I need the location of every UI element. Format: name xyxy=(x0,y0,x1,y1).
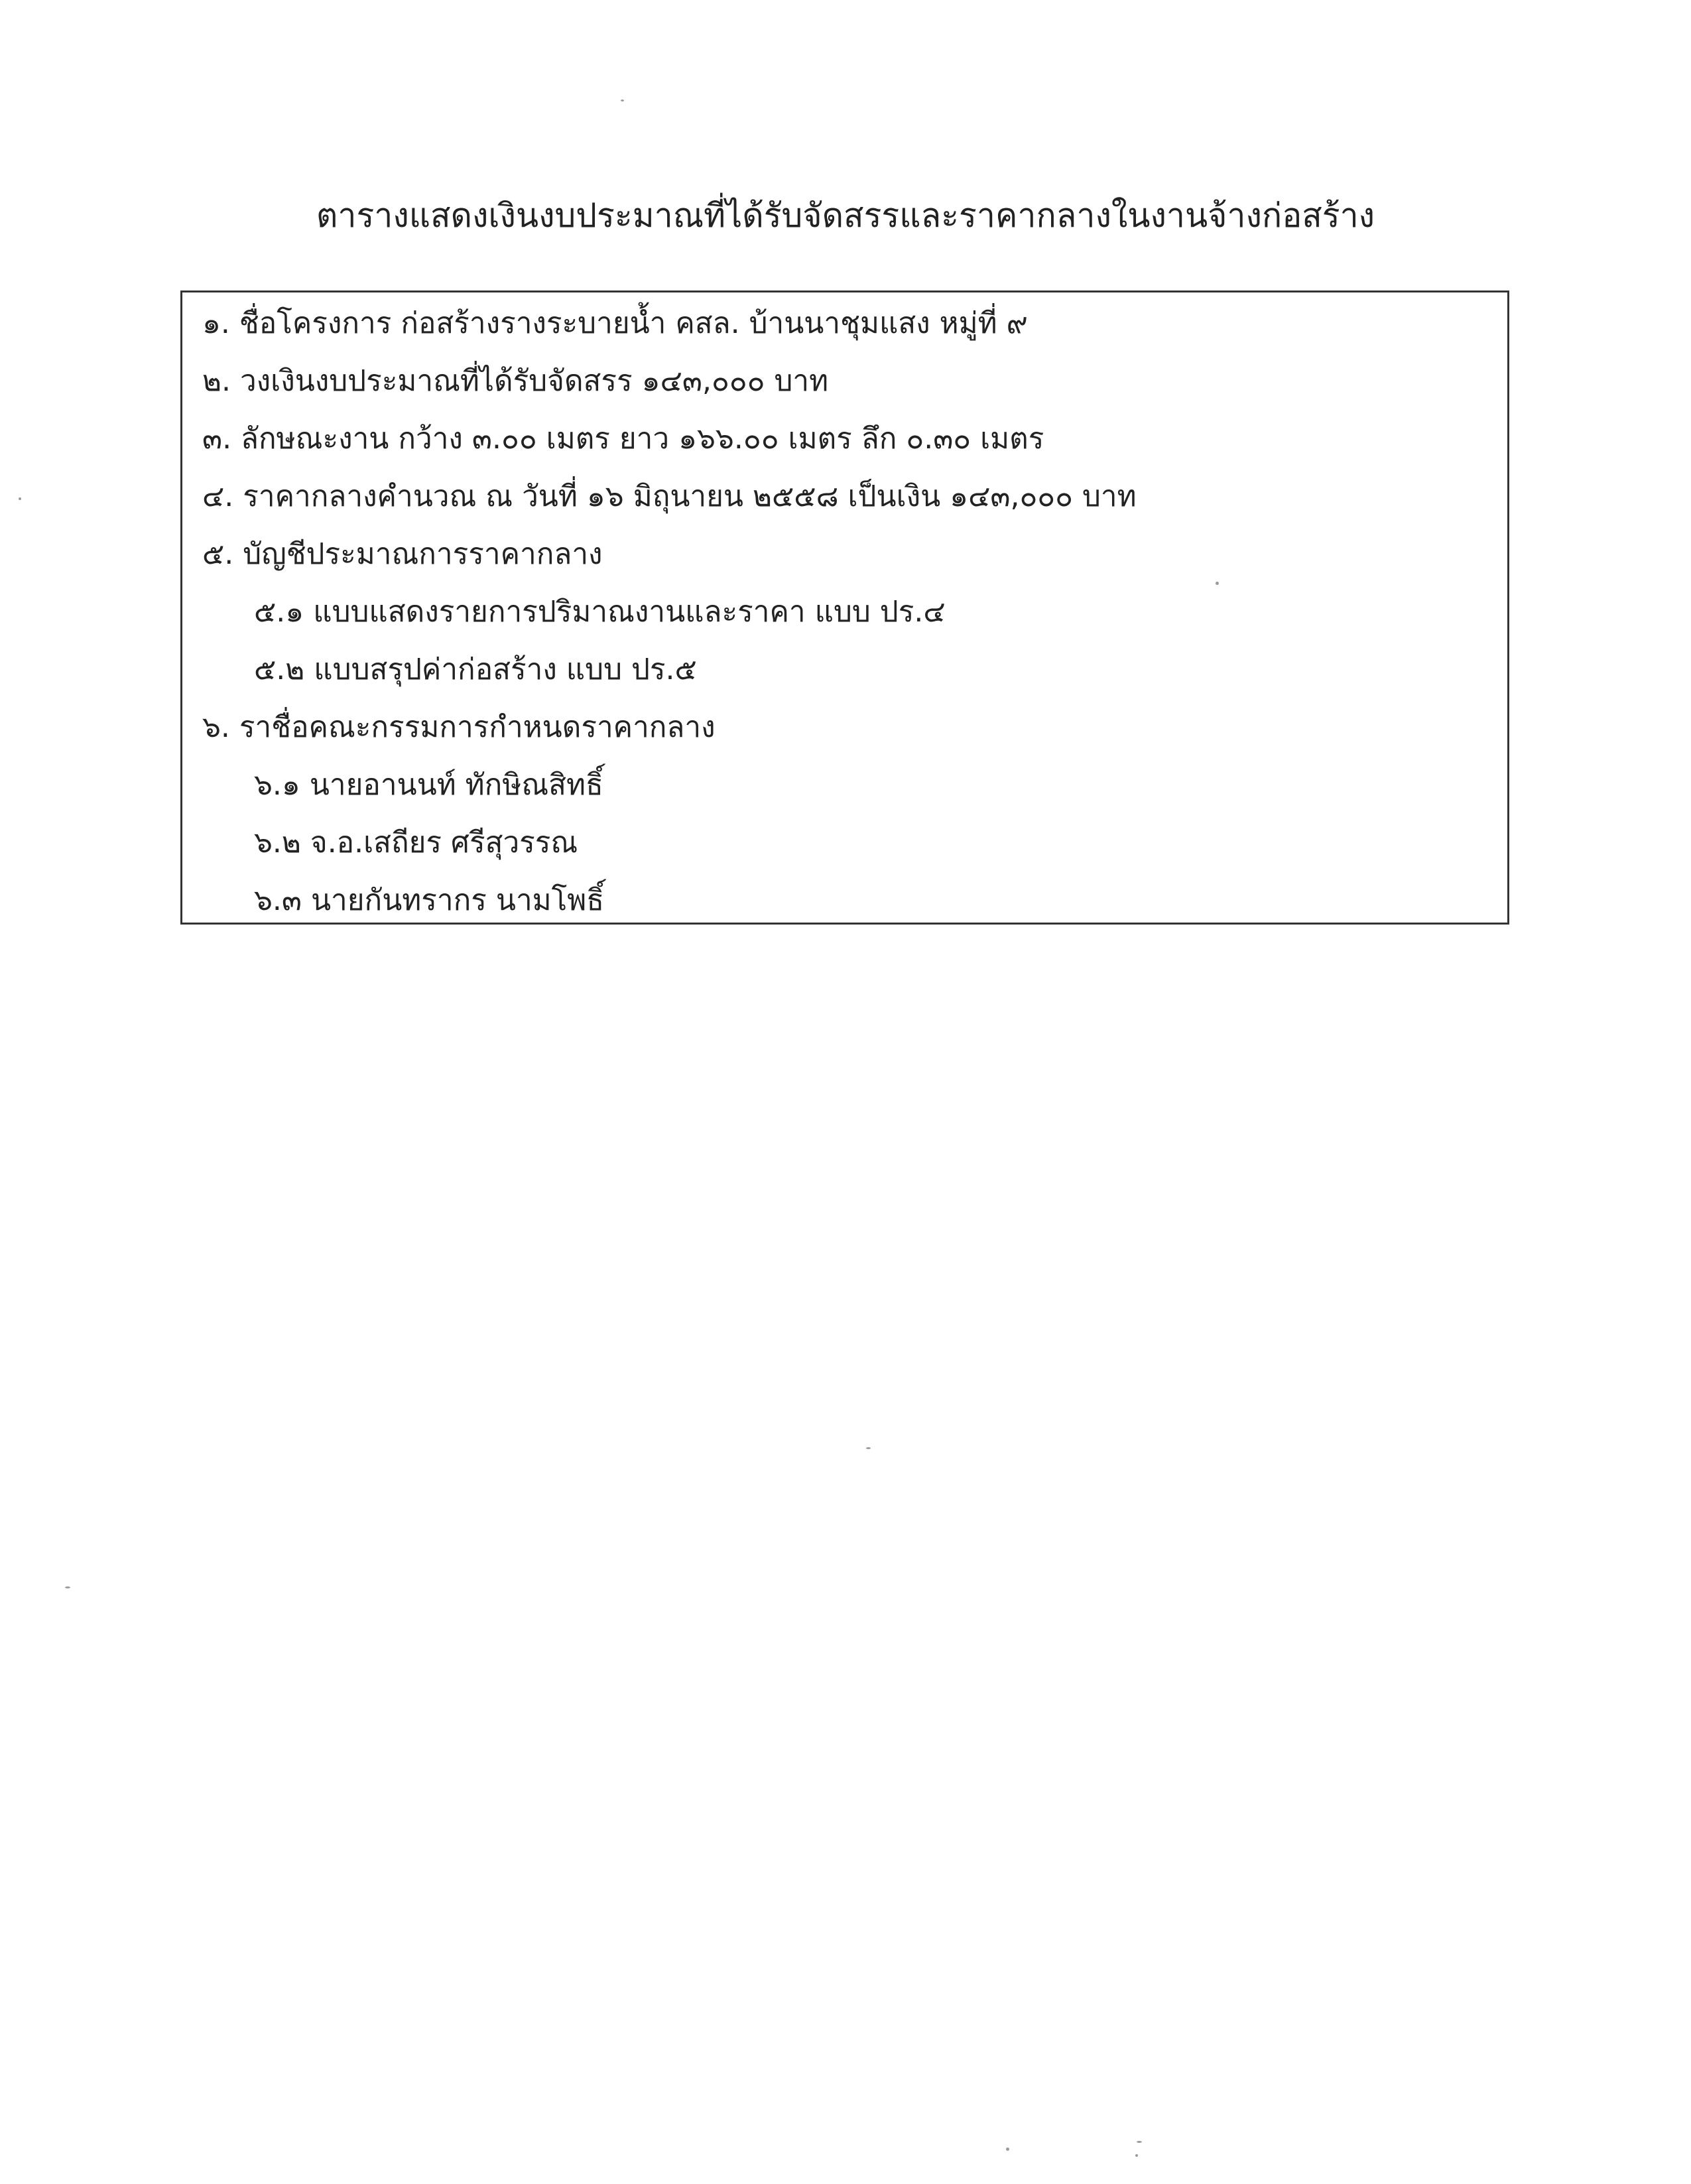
scan-speck xyxy=(1006,2148,1009,2151)
item-median-price: ๔. ราคากลางคำนวณ ณ วันที่ ๑๖ มิถุนายน ๒๕๕๘ เป็นเงิน ๑๔๓,๐๐๐ บาท xyxy=(202,480,1137,513)
committee-member-1: ๖.๑ นายอานนท์ ทักษิณสิทธิ์ xyxy=(254,768,603,802)
scan-speck xyxy=(866,1447,871,1449)
scan-speck xyxy=(1216,582,1219,585)
scan-speck xyxy=(1135,2154,1138,2157)
item-price-estimate-list: ๕. บัญชีประมาณการราคากลาง xyxy=(202,537,603,571)
scan-speck xyxy=(19,497,21,500)
item-work-characteristics: ๓. ลักษณะงาน กว้าง ๓.๐๐ เมตร ยาว ๑๖๖.๐๐ เมตร ลึก ๐.๓๐ เมตร xyxy=(202,422,1044,456)
item-project-name: ๑. ชื่อโครงการ ก่อสร้างรางระบายน้ำ คสล. บ้านนาชุมแสง หมู่ที่ ๙ xyxy=(202,306,1028,340)
committee-member-3: ๖.๓ นายกันทรากร นามโพธิ์ xyxy=(254,883,605,917)
committee-member-2: ๖.๒ จ.อ.เสถียร ศรีสุวรรณ xyxy=(254,826,578,860)
scan-speck xyxy=(1137,2141,1142,2143)
item-budget: ๒. วงเงินงบประมาณที่ได้รับจัดสรร ๑๔๓,๐๐๐ บาท xyxy=(202,364,829,398)
scan-speck xyxy=(65,1586,70,1588)
page-title: ตารางแสดงเงินงบประมาณที่ได้รับจัดสรรและราคากลางในงานจ้างก่อสร้าง xyxy=(316,196,1375,235)
scan-speck xyxy=(621,99,624,101)
project-info-box xyxy=(180,290,1509,925)
subitem-form-pr4: ๕.๑ แบบแสดงรายการปริมาณงานและราคา แบบ ปร.๔ xyxy=(254,595,946,629)
item-committee-list: ๖. ราชื่อคณะกรรมการกำหนดราคากลาง xyxy=(202,710,716,744)
subitem-form-pr5: ๕.๒ แบบสรุปค่าก่อสร้าง แบบ ปร.๕ xyxy=(254,653,697,686)
